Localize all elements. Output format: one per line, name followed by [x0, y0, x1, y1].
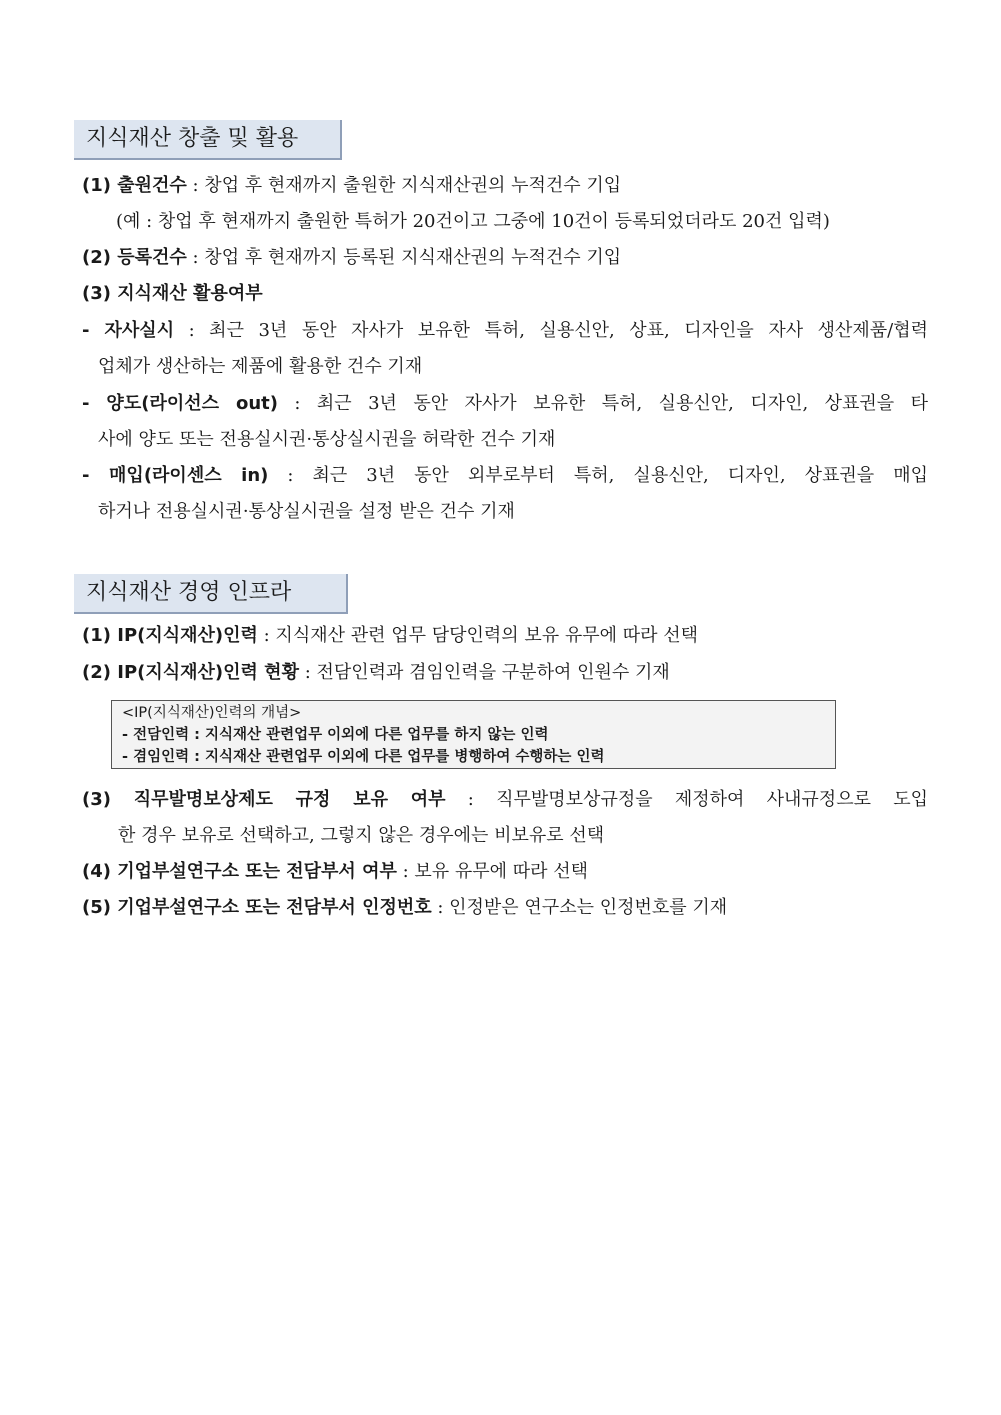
item-invention-compensation-cont — [118, 823, 604, 849]
item-research-institute — [82, 859, 588, 885]
sub-item-license-in-cont — [98, 499, 515, 525]
item-label: (1) 출원건수 — [82, 175, 187, 196]
sub-item-text-cont: 사에 양도 또는 전용실시권·통상실시권을 허락한 건수 기재 — [98, 429, 556, 450]
box-title: <IP(지식재산)인력의 개념> — [122, 705, 302, 721]
item-label: (1) IP(지식재산)인력 — [82, 625, 258, 646]
item-label: (2) 등록건수 — [82, 247, 187, 268]
section-heading-ip-infrastructure: 지식재산 경영 인프라 — [74, 574, 348, 614]
sub-item-label: - 매입(라이센스 in) — [82, 465, 269, 486]
ip-staff-concept-box — [111, 700, 836, 769]
sub-item-text: : 최근 3년 동안 자사가 보유한 특허, 실용신안, 상표, 디자인을 자사 생산제품/협력 — [174, 320, 929, 341]
item-text: : 창업 후 현재까지 등록된 지식재산권의 누적건수 기입 — [186, 247, 622, 268]
item-invention-compensation — [82, 787, 928, 813]
item-application-count — [82, 173, 621, 199]
item-text: : 지식재산 관련 업무 담당인력의 보유 유무에 따라 선택 — [257, 625, 699, 646]
item-text: : 인정받은 연구소는 인정번호를 기재 — [431, 897, 728, 918]
sub-item-text: : 최근 3년 동안 자사가 보유한 특허, 실용신안, 디자인, 상표권을 타 — [277, 393, 928, 414]
sub-item-license-out-cont — [98, 427, 555, 453]
sub-item-label: - 자사실시 — [82, 320, 175, 341]
item-text-cont: 한 경우 보유로 선택하고, 그렇지 않은 경우에는 비보유로 선택 — [118, 825, 605, 846]
item-research-institute-number — [82, 895, 727, 921]
sub-item-text: : 최근 3년 동안 외부로부터 특허, 실용신안, 디자인, 상표권을 매입 — [268, 465, 928, 486]
item-registration-count — [82, 245, 621, 271]
item-label: (3) 직무발명보상제도 규정 보유 여부 — [82, 789, 446, 810]
item-ip-staff-status — [82, 660, 670, 686]
sub-item-license-in — [82, 463, 928, 489]
sub-item-text-cont: 업체가 생산하는 제품에 활용한 건수 기재 — [98, 356, 423, 377]
box-line-concurrent: - 겸임인력 : 지식재산 관련업무 이외에 다른 업무를 병행하여 수행하는 인력 — [122, 749, 605, 765]
item-label: (4) 기업부설연구소 또는 전담부서 여부 — [82, 861, 397, 882]
sub-item-license-out — [82, 391, 928, 417]
item-label: (3) 지식재산 활용여부 — [82, 283, 263, 304]
item-label: (5) 기업부설연구소 또는 전담부서 인정번호 — [82, 897, 432, 918]
sub-item-text-cont: 하거나 전용실시권·통상실시권을 설정 받은 건수 기재 — [98, 501, 515, 522]
example-text: (예 : 창업 후 현재까지 출원한 특허가 20건이고 그중에 10건이 등록되었더라도 20건 입력) — [116, 211, 830, 232]
item-label: (2) IP(지식재산)인력 현황 — [82, 662, 299, 683]
sub-item-label: - 양도(라이선스 out) — [82, 393, 278, 414]
item-example-note — [116, 209, 830, 235]
sub-item-self-use — [82, 318, 928, 344]
item-text: : 전담인력과 겸임인력을 구분하여 인원수 기재 — [298, 662, 670, 683]
item-text: : 창업 후 현재까지 출원한 지식재산권의 누적건수 기입 — [186, 175, 622, 196]
section-heading-ip-creation: 지식재산 창출 및 활용 — [74, 120, 342, 160]
item-ip-staff — [82, 623, 698, 649]
item-ip-utilization — [82, 281, 263, 307]
box-line-dedicated: - 전담인력 : 지식재산 관련업무 이외에 다른 업무를 하지 않는 인력 — [122, 727, 549, 743]
item-text: : 보유 유무에 따라 선택 — [396, 861, 589, 882]
sub-item-self-use-cont — [98, 354, 422, 380]
item-text: : 직무발명보상규정을 제정하여 사내규정으로 도입 — [445, 789, 928, 810]
